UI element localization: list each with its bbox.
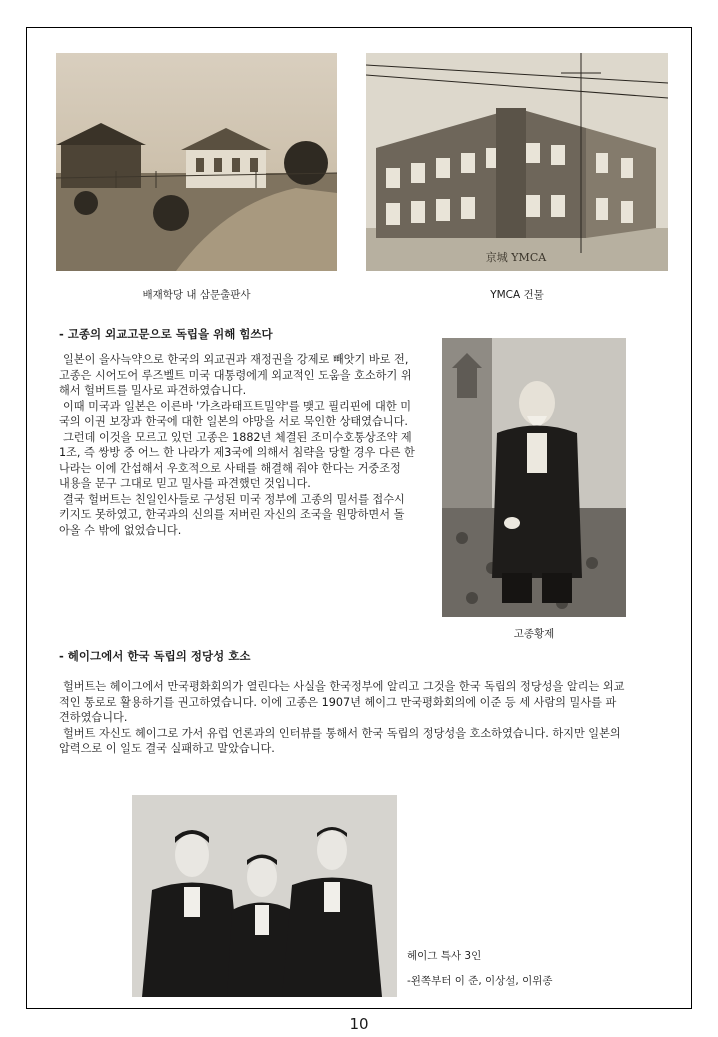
ymca-photo bbox=[366, 53, 668, 271]
section1-paragraph: 이때 미국과 일본은 이른바 '가츠라태프트밀약'를 맺고 필리핀에 대한 미국의 이권 보장과 한국에 대한 일본의 야망을 서로 묵인한 상태였습니다. bbox=[59, 399, 412, 428]
page-number: 10 bbox=[349, 1015, 369, 1033]
section1-paragraph: 일본이 을사늑약으로 한국의 외교권과 재정권을 강제로 빼앗기 바로 전, 고종은 시어도어 루즈벨트 미국 대통령에게 외교적인 도움을 호소하기 위해서 헐버트를 밀사로 파견하였습니다. bbox=[59, 353, 412, 397]
envoys-caption-line1: 헤이그 특사 3인 bbox=[407, 950, 482, 962]
envoys-caption-line2: -왼쪽부터 이 준, 이상설, 이위종 bbox=[407, 975, 553, 987]
paichai-caption: 배재학당 내 삼문출판사 bbox=[142, 289, 251, 301]
paichai-photo bbox=[56, 53, 337, 271]
section1-paragraph: 그런데 이것을 모르고 있던 고종은 1882년 체결된 조미수호통상조약 제1조, 즉 쌍방 중 어느 한 나라가 제3국에 의해서 침략을 당할 경우 다른 한 나라는 이에 간섭해서 우호적으로 사태를 해결해 줘야 한다는 거중조정 내용을 문구 그대로 믿고 밀사를 파견했던 것입니다. bbox=[59, 430, 415, 490]
section2-heading: - 헤이그에서 한국 독립의 정당성 호소 bbox=[59, 649, 251, 663]
section2-paragraph: 헐버트 자신도 헤이그로 가서 유럽 언론과의 인터뷰를 통해서 한국 독립의 정당성을 호소하였습니다. 하지만 일본의 압력으로 이 일도 결국 실패하고 말았습니다. bbox=[59, 726, 621, 755]
gojong-caption: 고종황제 bbox=[513, 628, 555, 640]
section1-heading: - 고종의 외교고문으로 독립을 위해 힘쓰다 bbox=[59, 327, 273, 341]
ymca-inscription: 京城 YMCA bbox=[485, 251, 547, 264]
section2-paragraph: 헐버트는 헤이그에서 만국평화회의가 열린다는 사실을 한국정부에 알리고 그것을 한국 독립의 정당성을 알리는 외교적인 통로로 활용하기를 권고하였습니다. 이에 고종은 1907년 헤이그 만국평화회의에 이준 등 세 사람의 밀사를 파견하였습니다. bbox=[59, 680, 625, 724]
gojong-photo bbox=[442, 338, 626, 617]
section2-body bbox=[59, 679, 627, 757]
section1-paragraph: 결국 헐버트는 친일인사들로 구성된 미국 정부에 고종의 밀서를 접수시키지도 못하였고, 한국과의 신의를 저버린 자신의 조국을 원망하면서 돌아올 수 밖에 없었습니다. bbox=[59, 492, 405, 537]
envoys-photo bbox=[132, 795, 397, 997]
ymca-caption: YMCA 건물 bbox=[490, 289, 544, 301]
section1-body bbox=[59, 352, 415, 538]
